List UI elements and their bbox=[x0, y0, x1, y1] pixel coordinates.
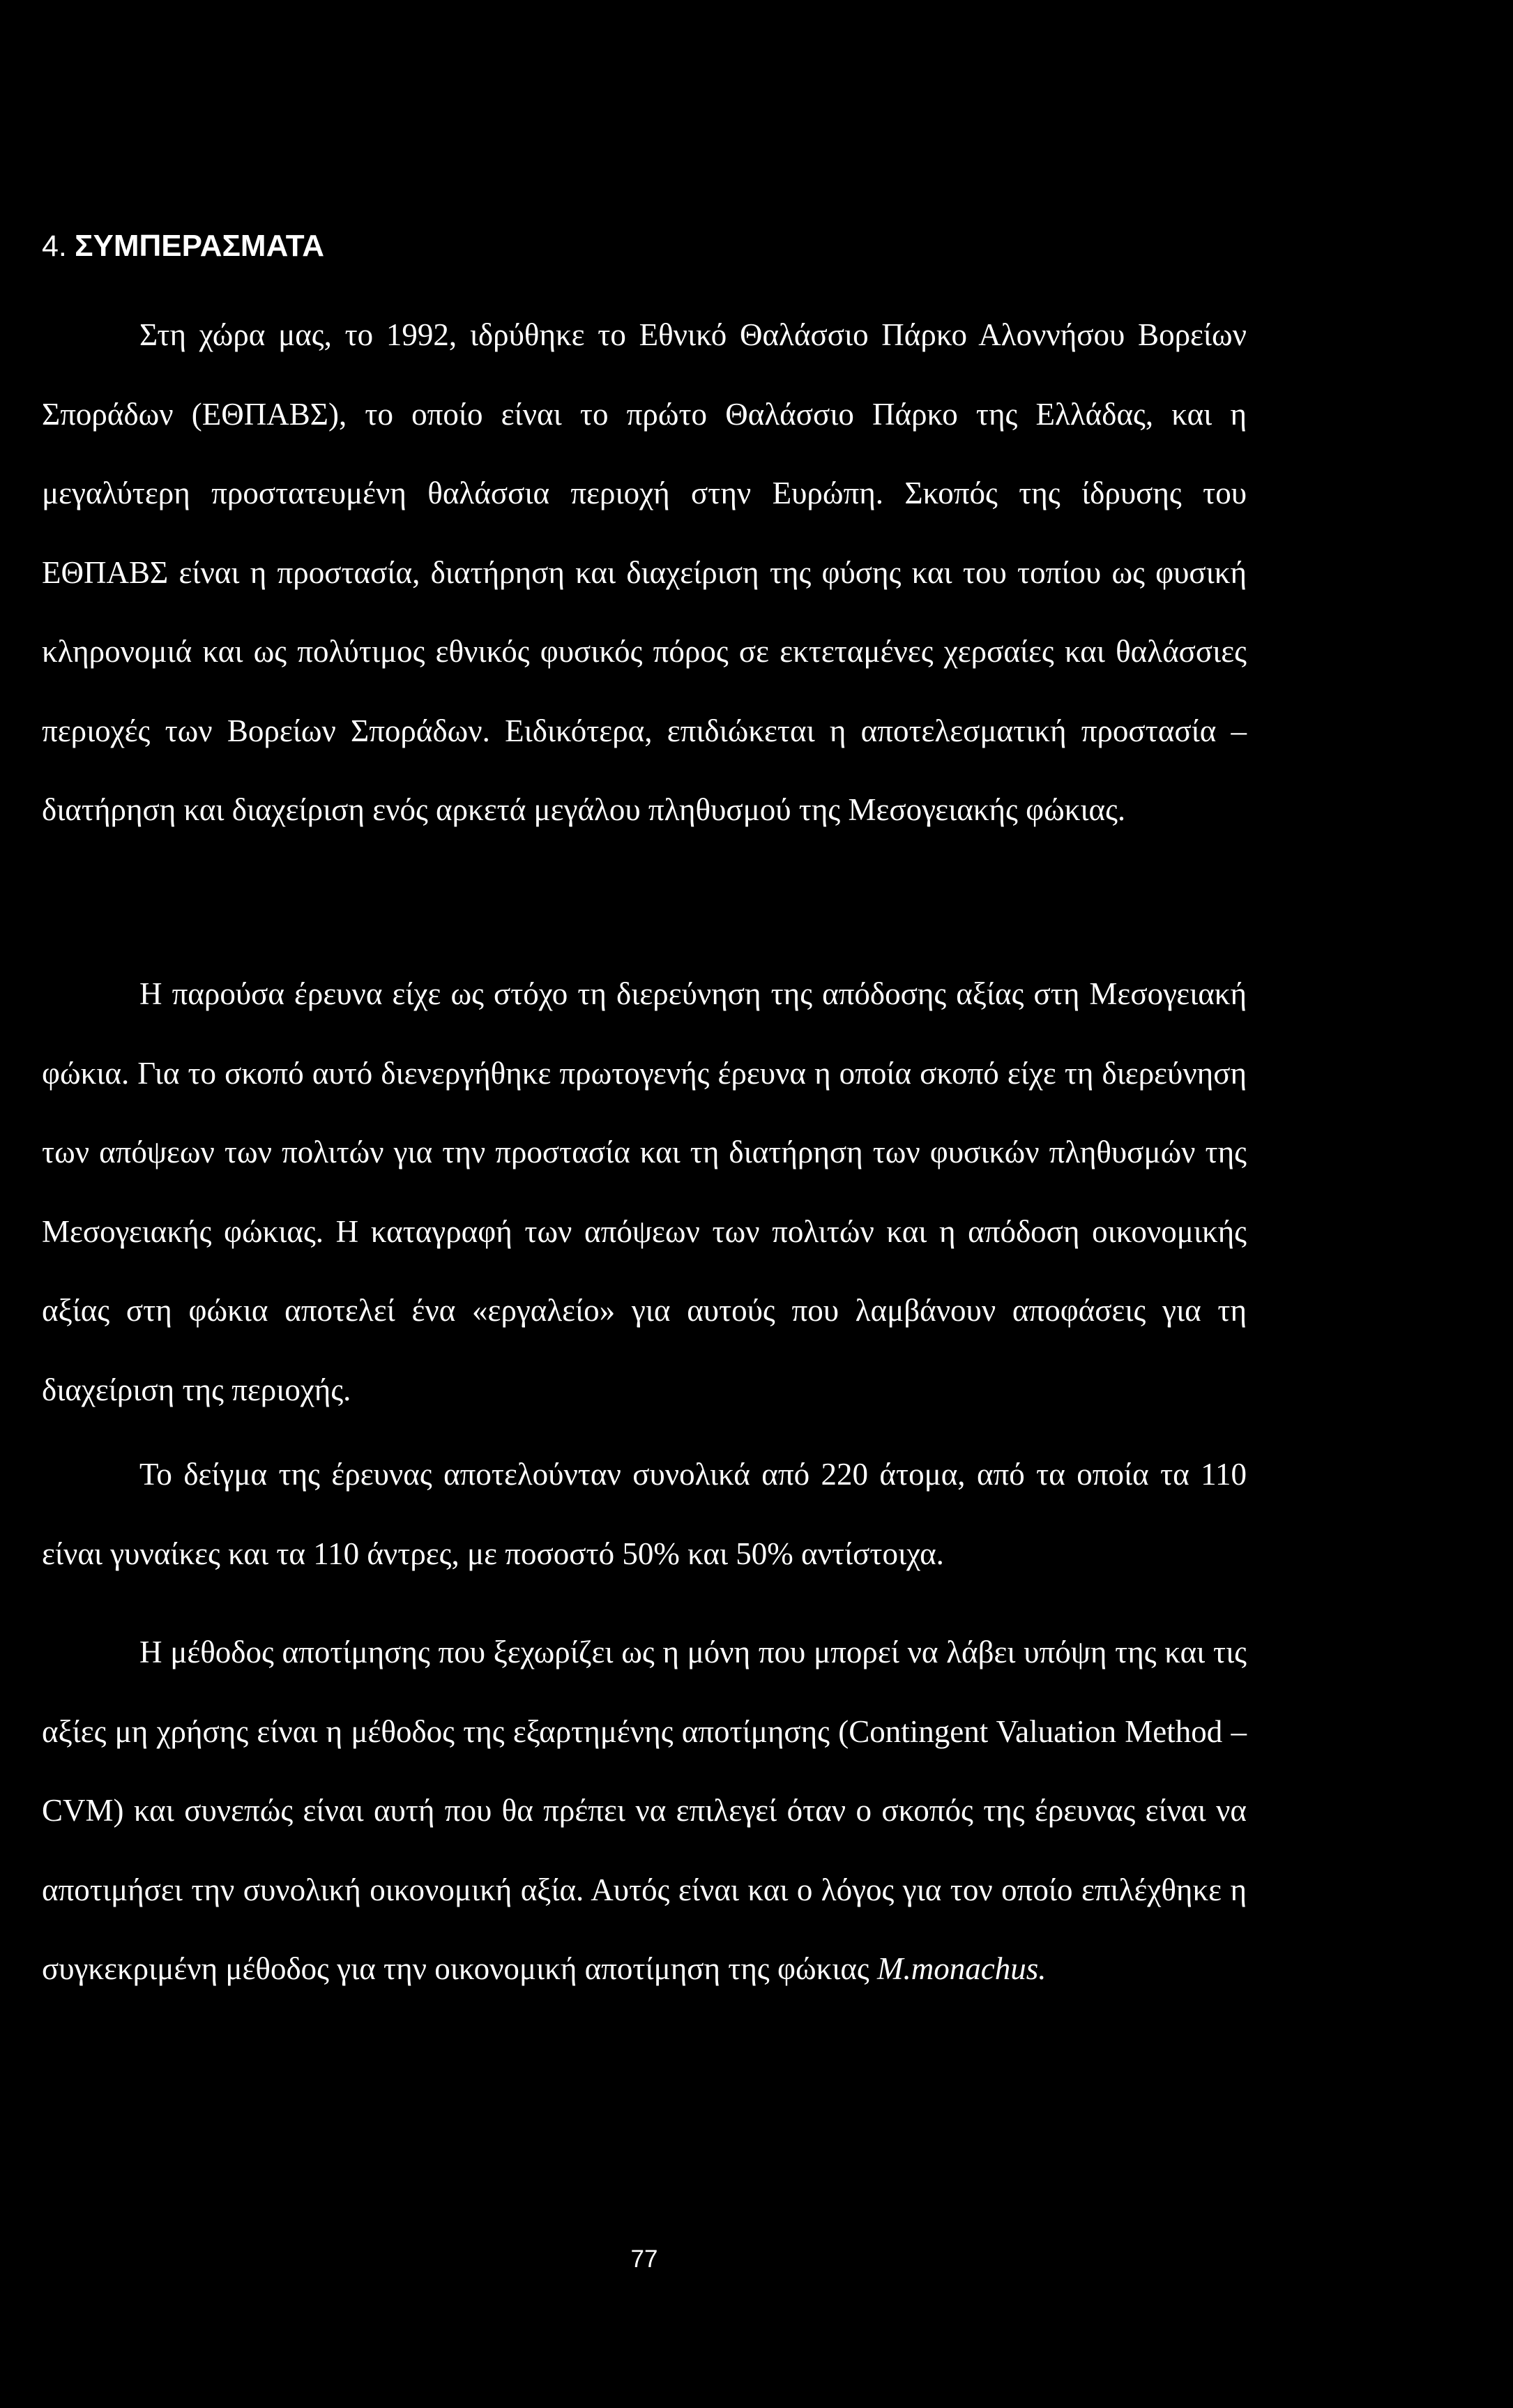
sentence: Ειδικότερα, επιδιώκεται η αποτελεσματική προστασία – διατήρηση και διαχείριση ενός αρκετά μεγάλου πληθυσμού της Μεσογειακής φώκιας. bbox=[42, 713, 1247, 827]
section-number: 4. bbox=[42, 229, 67, 263]
paragraph-2 bbox=[42, 955, 1247, 1430]
sentence: Στη χώρα μας, το 1992, ιδρύθηκε το Εθνικό Θαλάσσιο Πάρκο Αλοννήσου Βορείων Σποράδων (ΕΘΠΑΒΣ), το οποίο είναι το πρώτο Θαλάσσιο Πάρκο της Ελλάδας, και η μεγαλύτερη προστατευμένη θαλάσσια περιοχή στην Ευρώπη. bbox=[42, 317, 1247, 510]
sentence: Για το σκοπό αυτό διενεργήθηκε πρωτογενής έρευνα η οποία σκοπό είχε τη διερεύνηση των απόψεων των πολιτών για την προστασία και τη διατήρηση των φυσικών πληθυσμών της Μεσογειακής φώκιας. bbox=[42, 1055, 1247, 1249]
paragraph-3 bbox=[42, 1435, 1247, 1593]
species-name: M.monachus. bbox=[877, 1951, 1047, 1986]
section-heading bbox=[42, 225, 324, 267]
sentence: Η μέθοδος αποτίμησης που ξεχωρίζει ως η μόνη που μπορεί να λάβει υπόψη της και τις αξίες μη χρήσης είναι η μέθοδος της εξαρτημένης αποτίμησης (Contingent Valuation Method – CVM) και συνεπώς είναι αυτή που θα πρέπει να επιλεγεί όταν ο σκοπός της έρευνας είναι να αποτιμήσει την συνολική οικονομική αξία. bbox=[42, 1635, 1247, 1907]
sentence: Η καταγραφή των απόψεων των πολιτών και η απόδοση οικονομικής αξίας στη φώκια αποτελεί ένα «εργαλείο» για αυτούς που λαμβάνουν αποφάσεις για τη διαχείριση της περιοχής. bbox=[42, 1213, 1247, 1407]
section-title: ΣΥΜΠΕΡΑΣΜΑΤΑ bbox=[75, 229, 325, 263]
paragraph-4 bbox=[42, 1613, 1247, 2009]
sentence: Σκοπός της ίδρυσης του ΕΘΠΑΒΣ είναι η προστασία, διατήρηση και διαχείριση της φύσης και του τοπίου ως φυσική κληρονομιά και ως πολύτιμος εθνικός φυσικός πόρος σε εκτεταμένες χερσαίες και θαλάσσιες περιοχές των Βορείων Σποράδων. bbox=[42, 476, 1247, 748]
paragraph-1 bbox=[42, 296, 1247, 850]
sentence: Το δείγμα της έρευνας αποτελούνταν συνολικά από 220 άτομα, από τα οποία τα 110 είναι γυναίκες και τα 110 άντρες, με ποσοστό 50% και 50% αντίστοιχα. bbox=[42, 1457, 1247, 1571]
sentence: Η παρούσα έρευνα είχε ως στόχο τη διερεύνηση της απόδοσης αξίας στη Μεσογειακή φώκια. bbox=[42, 976, 1247, 1091]
page-number: 77 bbox=[630, 2246, 658, 2273]
sentence: Αυτός είναι και ο λόγος για τον οποίο επιλέχθηκε η συγκεκριμένη μέθοδος για την οικονομική αποτίμηση της φώκιας bbox=[42, 1872, 1247, 1986]
